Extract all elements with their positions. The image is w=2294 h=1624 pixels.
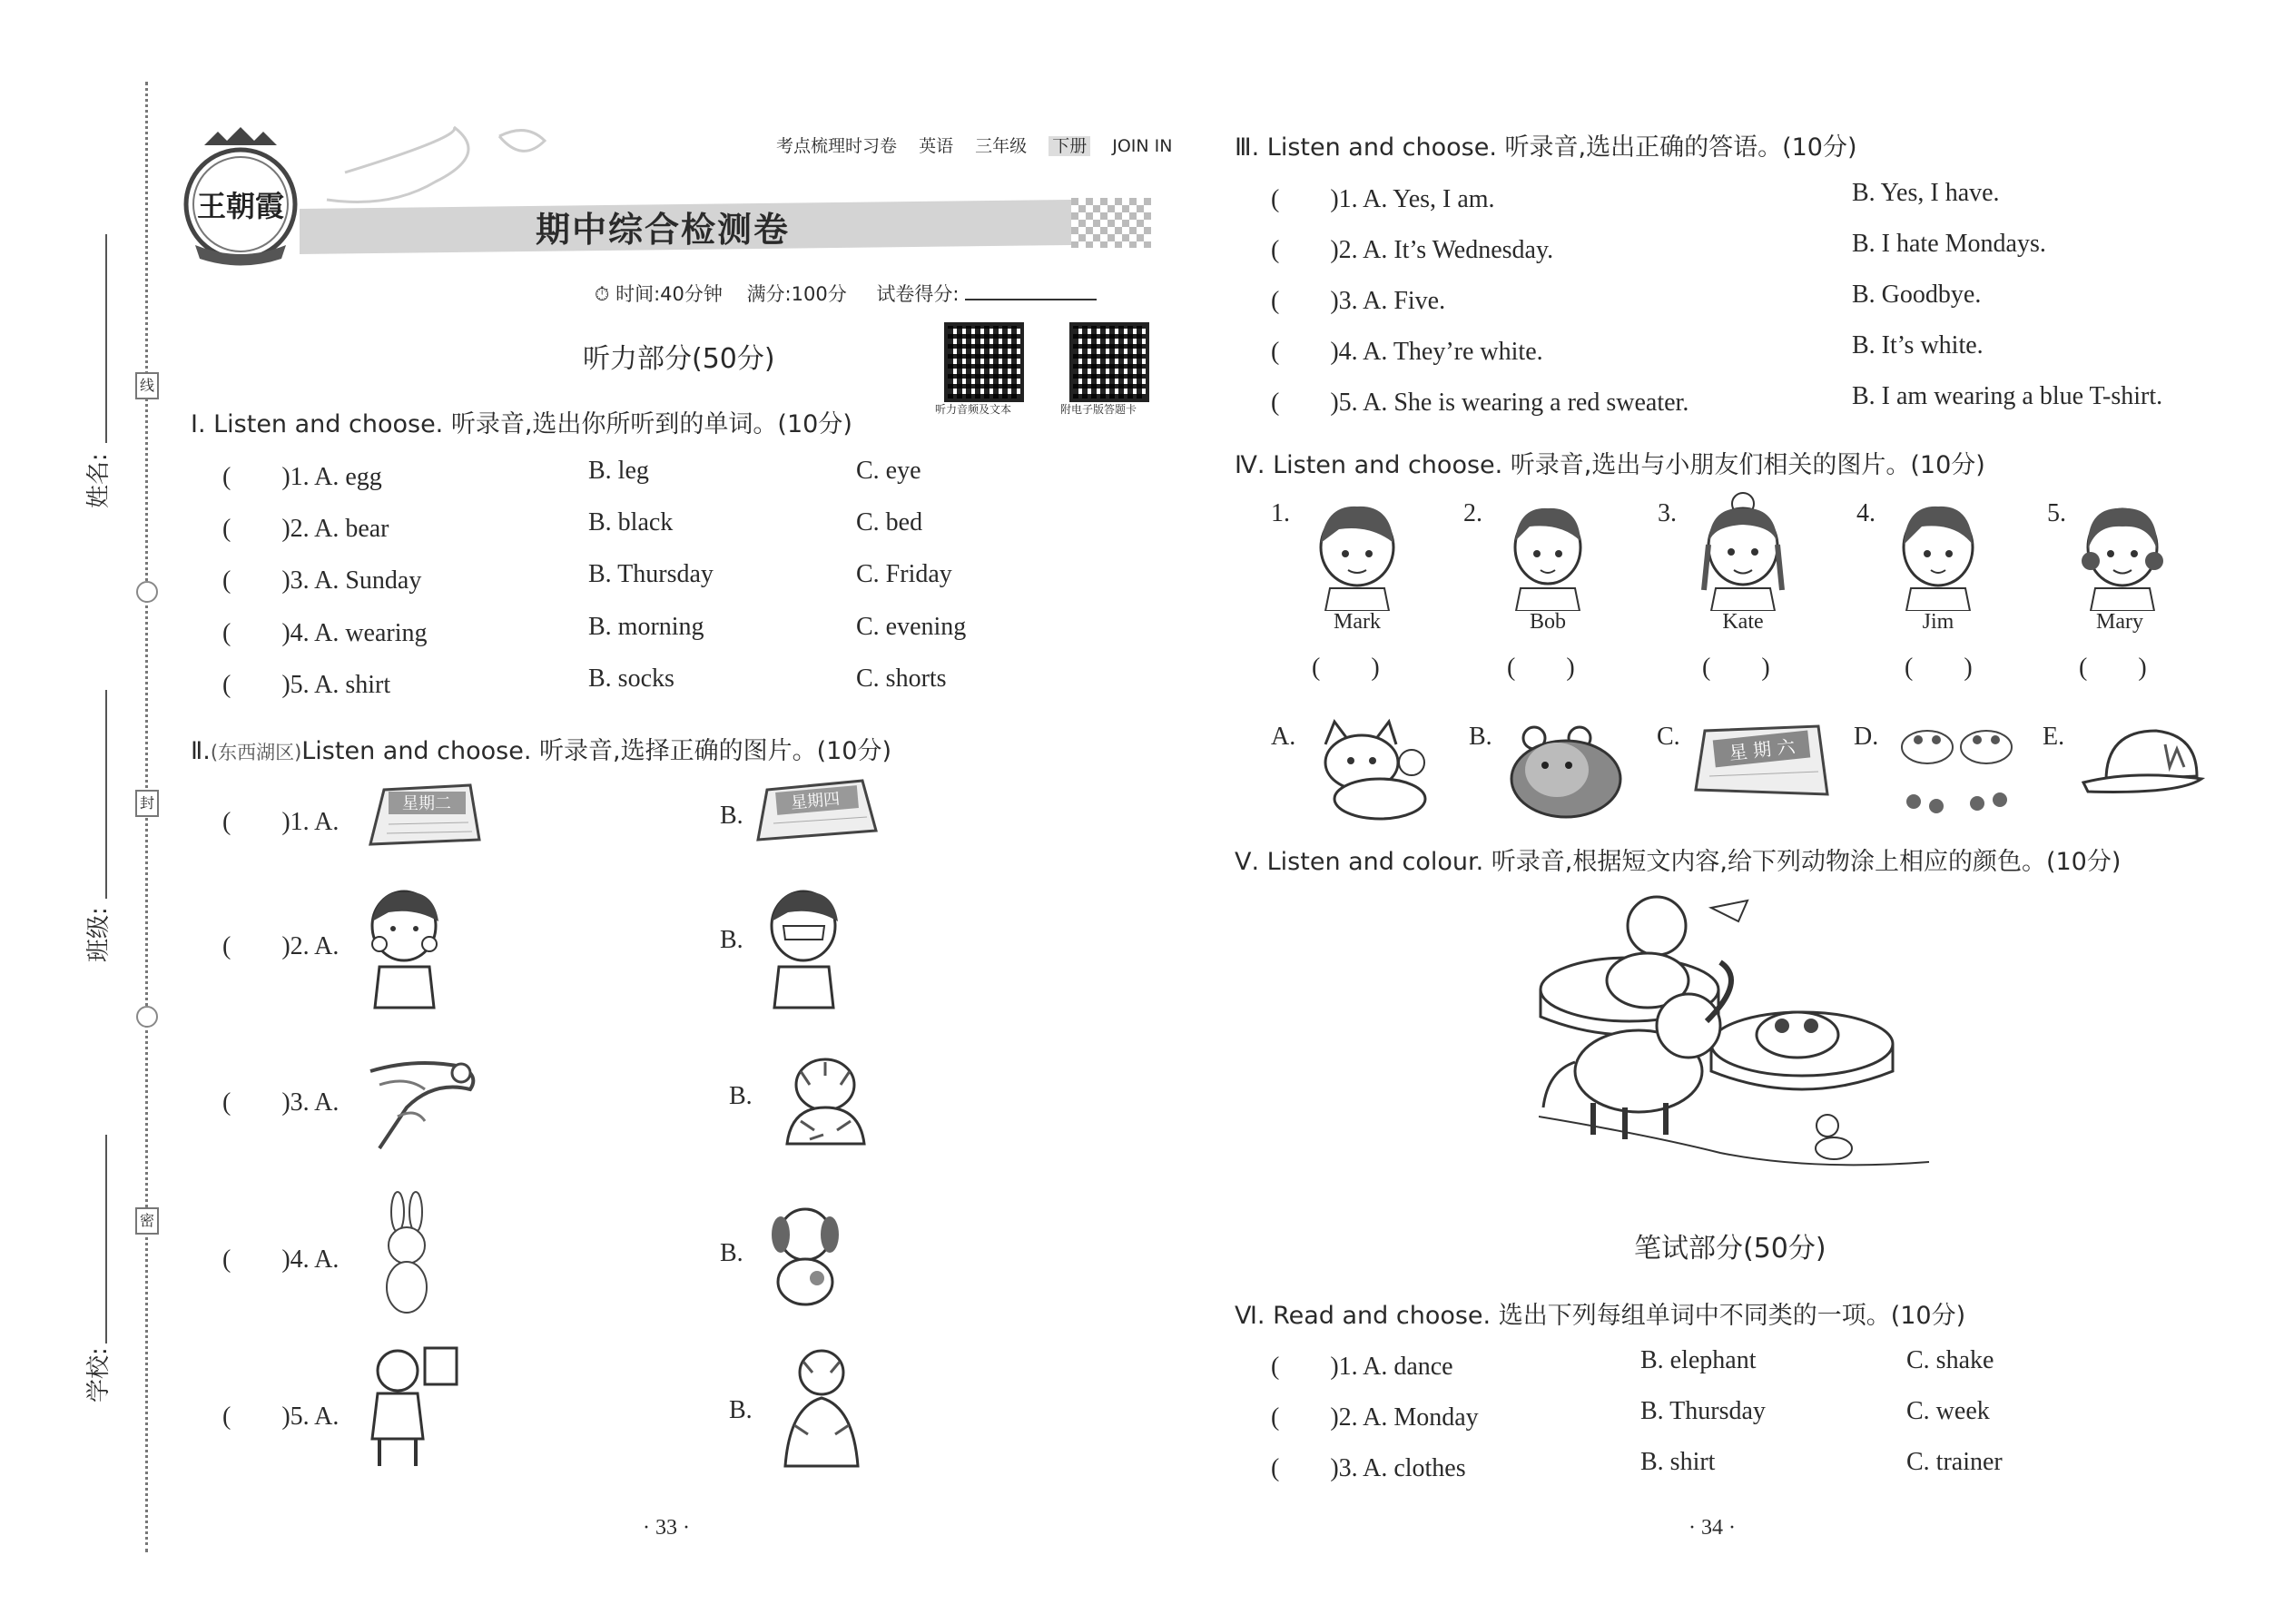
sec3-title: Ⅲ. Listen and choose. 听录音,选出正确的答语。(10分) xyxy=(1235,133,1857,162)
kid3-name: Kate xyxy=(1722,610,1764,634)
sec4-option-a: A. xyxy=(1271,723,1296,751)
page-number-left: · 33 · xyxy=(643,1516,690,1540)
kid-bob-image xyxy=(1502,497,1593,611)
tiger-holding-sign-image xyxy=(361,1343,461,1471)
sec2-q4[interactable]: ( )4. A. xyxy=(222,1245,340,1274)
qr-code-answer[interactable] xyxy=(1069,322,1149,402)
sec2-q5-b: B. xyxy=(729,1396,753,1424)
sec1-q4[interactable]: ( )4. A. wearing xyxy=(222,619,428,647)
kid4-number: 4. xyxy=(1856,499,1876,527)
zoo-scene-image xyxy=(1539,890,1938,1189)
qr-caption-audio: 听力音频及文本 xyxy=(935,403,1012,416)
sec1-q5-b: B. socks xyxy=(588,664,674,693)
sec1-q1-c: C. eye xyxy=(856,457,921,485)
sec1-q5-c: C. shorts xyxy=(856,664,947,693)
sec6-title: Ⅵ. Read and choose. 选出下列每组单词中不同类的一项。(10分) xyxy=(1235,1302,1966,1330)
listening-title: 听力部分(50分) xyxy=(583,343,775,375)
calendar-saturday-icon xyxy=(1691,722,1832,803)
score-field[interactable] xyxy=(965,299,1097,300)
school-label: 学校: xyxy=(85,1347,113,1403)
sec2-q5[interactable]: ( )5. A. xyxy=(222,1403,340,1431)
cat-image xyxy=(1307,717,1439,822)
tiger-sitting-shorts-image xyxy=(767,1343,876,1471)
svg-text:王朝霞: 王朝霞 xyxy=(196,189,285,223)
edition-label: JOIN IN xyxy=(1112,136,1173,156)
sec3-q4-b: B. It’s white. xyxy=(1852,331,1984,359)
sec2-title-line xyxy=(191,731,891,766)
qr-caption-answer: 附电子版答题卡 xyxy=(1060,403,1137,416)
sec2-q2[interactable]: ( )2. A. xyxy=(222,932,340,960)
sec1-q5[interactable]: ( )5. A. shirt xyxy=(222,671,391,699)
header-meta xyxy=(776,133,1172,157)
calendar-tuesday-text: 星期二 xyxy=(402,794,451,813)
sec2-prefix: Ⅱ. xyxy=(191,737,211,765)
kid-kate-image xyxy=(1693,490,1793,611)
sec4-option-e: E. xyxy=(2043,723,2065,751)
sec1-q4-c: C. evening xyxy=(856,613,967,641)
sec6-q2-b: B. Thursday xyxy=(1640,1397,1766,1425)
scissors-icon xyxy=(136,581,158,603)
sec6-q3-c: C. trainer xyxy=(1906,1448,2003,1476)
sec3-q3-b: B. Goodbye. xyxy=(1852,281,1982,309)
boy-covering-eyes-image xyxy=(761,885,847,1012)
kid4-name: Jim xyxy=(1922,610,1954,634)
puppy-image xyxy=(763,1198,849,1307)
kid5-name: Mary xyxy=(2096,610,2143,634)
sec6-q2-c: C. week xyxy=(1906,1397,1990,1425)
sec4-option-c: C. xyxy=(1657,723,1680,751)
sec1-title: Ⅰ. Listen and choose. 听录音,选出你所听到的单词。(10分) xyxy=(191,410,852,438)
class-label: 班级: xyxy=(85,907,113,962)
sec6-q1-c: C. shake xyxy=(1906,1346,1994,1374)
sec2-q3-b: B. xyxy=(729,1082,753,1110)
sec4-option-d: D. xyxy=(1854,723,1879,751)
rabbit-image xyxy=(372,1189,440,1316)
volume-label: 下册 xyxy=(1049,136,1090,156)
writing-title: 笔试部分(50分) xyxy=(1634,1233,1826,1265)
sec2-q4-b: B. xyxy=(720,1239,743,1267)
calendar-saturday-text: 星 期 六 xyxy=(1728,735,1797,764)
sec1-q2-b: B. black xyxy=(588,508,674,536)
fold-mark-line: 线 xyxy=(135,372,159,399)
series-label: 考点梳理时习卷 xyxy=(776,136,898,156)
brand-logo-icon xyxy=(177,127,304,272)
sec1-q2-c: C. bed xyxy=(856,508,923,536)
sec1-q3[interactable]: ( )3. A. Sunday xyxy=(222,566,422,595)
sec3-q1[interactable]: ( )1. A. Yes, I am. xyxy=(1271,185,1495,213)
sec4-option-b: B. xyxy=(1469,723,1492,751)
fold-line xyxy=(145,82,148,1552)
class-field[interactable] xyxy=(105,690,107,899)
sec6-q1[interactable]: ( )1. A. dance xyxy=(1271,1353,1453,1381)
sec2-q2-b: B. xyxy=(720,926,743,954)
kid1-number: 1. xyxy=(1271,499,1290,527)
school-field[interactable] xyxy=(105,1135,107,1343)
sec3-q4[interactable]: ( )4. A. They’re white. xyxy=(1271,338,1543,366)
calendar-thursday-icon xyxy=(753,776,881,849)
fold-mark-secret: 密 xyxy=(135,1207,159,1235)
sec2-q1-b: B. xyxy=(720,802,743,830)
sec1-q4-b: B. morning xyxy=(588,613,704,641)
sec3-q2[interactable]: ( )2. A. It’s Wednesday. xyxy=(1271,236,1554,264)
page-number-right: · 34 · xyxy=(1689,1516,1736,1540)
boy-touching-face-image xyxy=(361,885,448,1012)
kid5-answer[interactable]: ( ) xyxy=(2079,654,2147,682)
kid-jim-image xyxy=(1893,497,1984,611)
name-label: 姓名: xyxy=(85,453,113,508)
grade-label: 三年级 xyxy=(975,136,1028,156)
hamster-image xyxy=(1507,720,1625,820)
sec2-q1[interactable]: ( )1. A. xyxy=(222,808,340,836)
kid4-answer[interactable]: ( ) xyxy=(1905,654,1973,682)
sec3-q5-b: B. I am wearing a blue T-shirt. xyxy=(1852,382,2163,410)
sec1-q3-b: B. Thursday xyxy=(588,560,714,588)
sec1-q3-c: C. Friday xyxy=(856,560,952,588)
subject-label: 英语 xyxy=(919,136,954,156)
kid1-answer[interactable]: ( ) xyxy=(1312,654,1380,682)
full-score-label: 满分:100分 xyxy=(746,283,847,305)
sec4-title: Ⅳ. Listen and choose. 听录音,选出与小朋友们相关的图片。(10分) xyxy=(1235,451,1985,479)
score-label: 试卷得分: xyxy=(876,283,960,305)
sec6-q3-b: B. shirt xyxy=(1640,1448,1716,1476)
sec3-q1-b: B. Yes, I have. xyxy=(1852,179,2000,207)
sec1-q1-b: B. leg xyxy=(588,457,649,485)
sec3-q2-b: B. I hate Mondays. xyxy=(1852,230,2046,258)
qr-code-audio[interactable] xyxy=(944,322,1024,402)
fold-mark-seal: 封 xyxy=(135,790,159,817)
kid-mary-image xyxy=(2072,497,2172,611)
sec6-q2[interactable]: ( )2. A. Monday xyxy=(1271,1403,1479,1432)
sec2-title: Listen and choose. 听录音,选择正确的图片。(10分) xyxy=(301,737,891,765)
sec5-title: Ⅴ. Listen and colour. 听录音,根据短文内容,给下列动物涂上相应的颜色。(10分) xyxy=(1235,848,2122,876)
name-field[interactable] xyxy=(105,234,107,443)
kid2-number: 2. xyxy=(1463,499,1482,527)
sec2-q3[interactable]: ( )3. A. xyxy=(222,1088,340,1117)
sec3-q3[interactable]: ( )3. A. Five. xyxy=(1271,287,1446,315)
kid2-answer[interactable]: ( ) xyxy=(1507,654,1575,682)
calendar-thursday-text: 星期四 xyxy=(790,789,841,813)
sec1-q1[interactable]: ( )1. A. egg xyxy=(222,463,382,491)
page-title: 期中综合检测卷 xyxy=(536,210,791,250)
tiger-running-image xyxy=(361,1053,484,1153)
kid-mark-image xyxy=(1307,497,1407,611)
kid1-name: Mark xyxy=(1334,610,1381,634)
kid3-answer[interactable]: ( ) xyxy=(1702,654,1770,682)
kid3-number: 3. xyxy=(1658,499,1677,527)
sec6-q1-b: B. elephant xyxy=(1640,1346,1757,1374)
sec3-q5[interactable]: ( )5. A. She is wearing a red sweater. xyxy=(1271,389,1689,417)
scissors-icon xyxy=(136,1006,158,1028)
exam-info xyxy=(595,280,1097,307)
cap-image xyxy=(2079,726,2210,799)
frogs-image xyxy=(1895,720,2023,824)
tiger-sitting-image xyxy=(773,1053,878,1148)
sec2-region: (东西湖区) xyxy=(210,742,302,763)
sec1-q2[interactable]: ( )2. A. bear xyxy=(222,515,389,543)
time-label: 时间:40分钟 xyxy=(615,283,723,305)
clock-icon: ⏱ xyxy=(595,283,610,305)
calendar-tuesday-icon xyxy=(361,781,484,849)
kid2-name: Bob xyxy=(1529,610,1566,634)
kid5-number: 5. xyxy=(2047,499,2066,527)
sec6-q3[interactable]: ( )3. A. clothes xyxy=(1271,1454,1466,1482)
